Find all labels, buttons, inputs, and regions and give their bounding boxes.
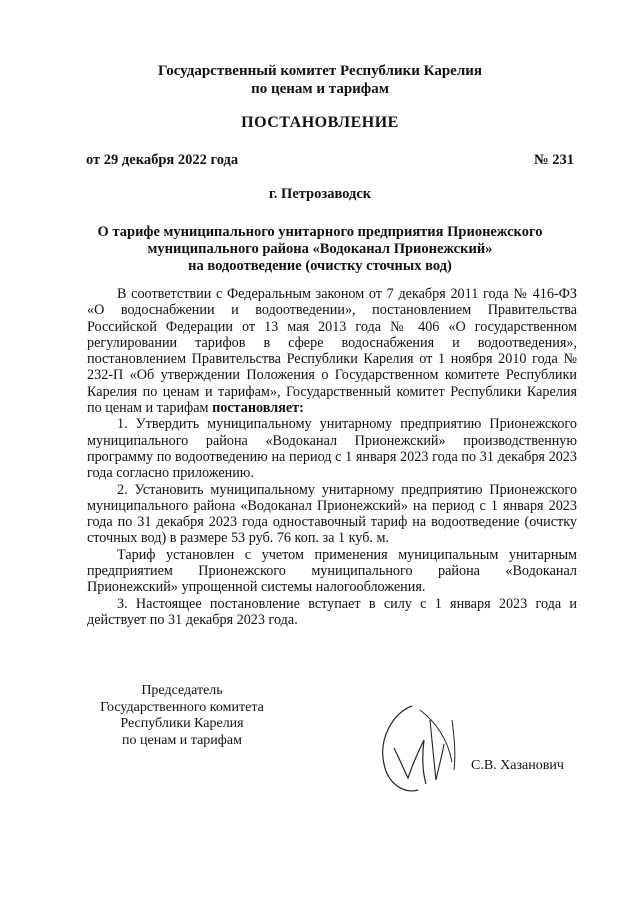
preamble-paragraph xyxy=(87,286,577,416)
item-2-paragraph: 2. Установить муниципальному унитарному предприятию Прионежского муниципального района «Водоканал Прионежский» на период с 1 января 2023 года по 31 декабря 2023 года одноставочный тариф на водоотведение (очистку сточных вод) в размере 53 руб. 76 коп. за 1 куб. м. xyxy=(87,481,577,547)
org-name-line1: Государственный комитет Республики Карелия xyxy=(158,63,482,79)
tariff-note-paragraph: Тариф установлен с учетом применения муниципальным унитарным предприятием Прионежского муниципального района «Водоканал Прионежский» упрощенной системы налогообложения. xyxy=(87,546,577,596)
document-date: от 29 декабря 2022 года xyxy=(86,152,239,168)
title-line2: муниципального района «Водоканал Прионежский» xyxy=(147,241,493,257)
title-line3: на водоотведение (очистку сточных вод) xyxy=(188,258,452,274)
issuing-organization xyxy=(60,62,580,98)
signer-position-line3: Республики Карелия xyxy=(120,716,244,731)
item-1-paragraph: 1. Утвердить муниципальному унитарному предприятию Прионежского муниципального района «Водоканал Прионежский» производственную программу по водоотведению на период с 1 января 2023 года по 31 декабря 2023 года согласно приложению. xyxy=(87,416,577,482)
document-city: г. Петрозаводск xyxy=(268,186,372,202)
handwritten-signature xyxy=(374,700,474,800)
item-3-paragraph: 3. Настоящее постановление вступает в силу с 1 января 2023 года и действует по 31 декабря 2023 года. xyxy=(87,595,577,628)
org-name-line2: по ценам и тарифам xyxy=(251,81,389,97)
signer-name: С.В. Хазанович xyxy=(471,758,564,773)
title-line1: О тарифе муниципального унитарного предприятия Прионежского xyxy=(97,224,543,240)
signer-position xyxy=(82,683,282,749)
decree-word: постановляет: xyxy=(212,400,304,417)
document-type: ПОСТАНОВЛЕНИЕ xyxy=(241,114,399,131)
signer-position-line4: по ценам и тарифам xyxy=(122,732,242,748)
signer-position-line2: Государственного комитета xyxy=(100,699,264,715)
document-body xyxy=(87,286,577,628)
signer-position-line1: Председатель xyxy=(141,683,223,698)
preamble-text: В соответствии с Федеральным законом от 7 декабря 2011 года № 416-ФЗ «О водоснабжении и водоотведении», постановлением Правительства Российской Федерации от 13 мая 2013 года № 406 «О государственном регулировании тарифов в сфере водоснабжения и водоотведения», постановлением Правительства Республики Карелия от 1 ноября 2010 года № 232-П «Об утверждении Положения о Государственном комитете Республики Карелия по ценам и тарифам», Государственный комитет Республики Карелия по ценам и тарифам xyxy=(87,286,577,417)
document-number: № 231 xyxy=(534,152,574,168)
document-title xyxy=(60,224,580,275)
